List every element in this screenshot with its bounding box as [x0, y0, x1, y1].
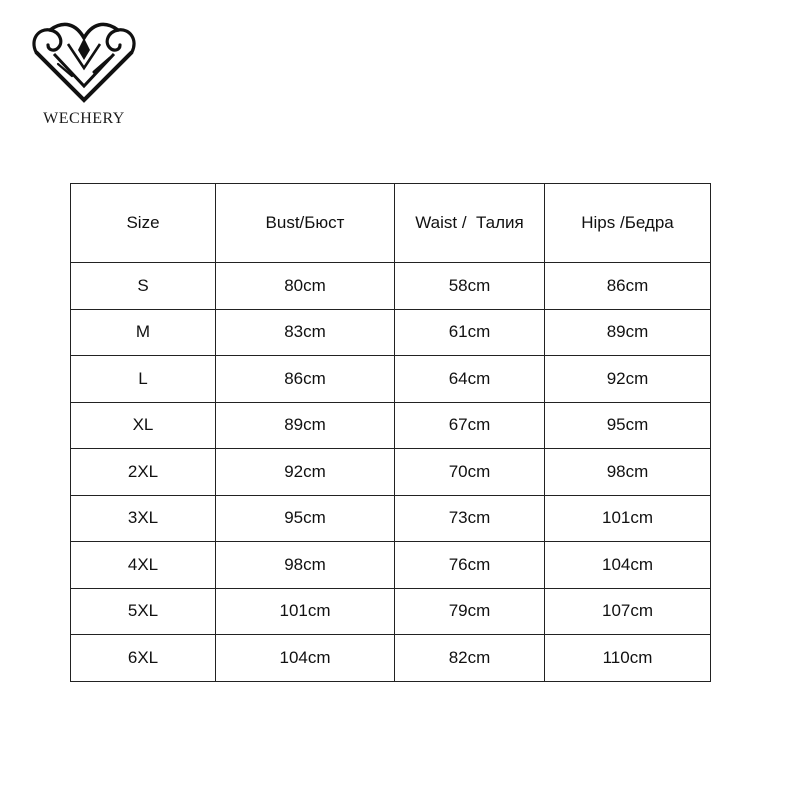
- header-row: [71, 184, 711, 263]
- waist-cell: 58cm: [395, 263, 545, 310]
- hips-cell: 110cm: [545, 635, 711, 682]
- bust-cell: 95cm: [216, 495, 395, 542]
- brand-logo: [28, 14, 140, 134]
- bust-cell: 98cm: [216, 542, 395, 589]
- bust-cell: 104cm: [216, 635, 395, 682]
- brand-name: WECHERY: [43, 110, 125, 127]
- bust-cell: 86cm: [216, 356, 395, 403]
- table-row: [71, 263, 711, 310]
- size-cell: 3XL: [71, 495, 216, 542]
- waist-cell: 67cm: [395, 402, 545, 449]
- size-cell: 2XL: [71, 449, 216, 496]
- size-cell: XL: [71, 402, 216, 449]
- hips-cell: 92cm: [545, 356, 711, 403]
- table-row: [71, 449, 711, 496]
- header-size: Size: [71, 184, 216, 263]
- size-cell: M: [71, 309, 216, 356]
- size-cell: 6XL: [71, 635, 216, 682]
- hips-cell: 104cm: [545, 542, 711, 589]
- size-cell: L: [71, 356, 216, 403]
- table-row: [71, 542, 711, 589]
- waist-cell: 79cm: [395, 588, 545, 635]
- table-row: [71, 588, 711, 635]
- table-row: [71, 356, 711, 403]
- header-bust: Bust/Бюст: [216, 184, 395, 263]
- size-chart-table: [70, 183, 711, 682]
- table-row: [71, 635, 711, 682]
- size-cell: 4XL: [71, 542, 216, 589]
- bust-cell: 80cm: [216, 263, 395, 310]
- table-row: [71, 402, 711, 449]
- waist-cell: 64cm: [395, 356, 545, 403]
- bust-cell: 83cm: [216, 309, 395, 356]
- hips-cell: 101cm: [545, 495, 711, 542]
- waist-cell: 61cm: [395, 309, 545, 356]
- bust-cell: 92cm: [216, 449, 395, 496]
- table-row: [71, 495, 711, 542]
- hips-cell: 95cm: [545, 402, 711, 449]
- header-waist: Waist / Талия: [395, 184, 545, 263]
- table-row: [71, 309, 711, 356]
- hips-cell: 89cm: [545, 309, 711, 356]
- bust-cell: 101cm: [216, 588, 395, 635]
- size-cell: 5XL: [71, 588, 216, 635]
- waist-cell: 70cm: [395, 449, 545, 496]
- hips-cell: 98cm: [545, 449, 711, 496]
- hips-cell: 107cm: [545, 588, 711, 635]
- bust-cell: 89cm: [216, 402, 395, 449]
- waist-cell: 76cm: [395, 542, 545, 589]
- header-hips: Hips /Бедра: [545, 184, 711, 263]
- size-cell: S: [71, 263, 216, 310]
- waist-cell: 73cm: [395, 495, 545, 542]
- hips-cell: 86cm: [545, 263, 711, 310]
- wechery-v-ornament-logo-icon: [28, 14, 140, 106]
- waist-cell: 82cm: [395, 635, 545, 682]
